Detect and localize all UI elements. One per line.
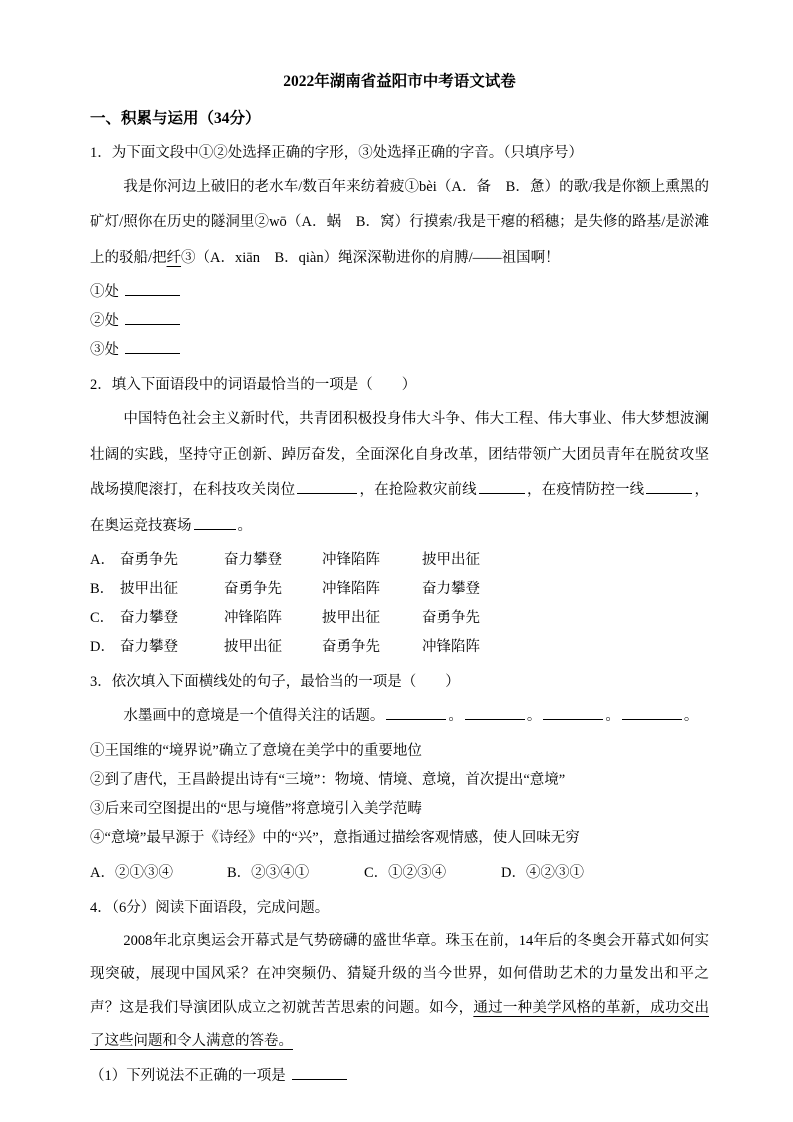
q2-option-b-word3: 冲锋陷阵: [322, 581, 380, 598]
q2-option-d-word3: 奋勇争先: [322, 639, 380, 656]
q3-option-c: C．①②③④: [364, 864, 447, 881]
q2-passage-part4: ，在奥运竞技赛场: [90, 482, 710, 534]
q3-option-b: B．②③④①: [227, 864, 310, 881]
q3-sep3: 。: [605, 708, 620, 725]
q4-stem: 4．（6分）阅读下面语段，完成问题。: [90, 899, 330, 916]
answer-blank: [465, 706, 525, 720]
q1-blank3-label: ③处: [90, 342, 119, 359]
q2-option-b-word2: 奋勇争先: [224, 581, 282, 598]
q3-sentence-2: ②到了唐代，王昌龄提出诗有“三境”：物境、情境、意境，首次提出“意境”: [90, 771, 566, 788]
q2-option-c-label: C．: [90, 610, 115, 627]
q3-sep1: 。: [448, 708, 463, 725]
q3-options-row: [90, 859, 709, 888]
q1-stem: 1．为下面文段中①②处选择正确的字形，③处选择正确的字音。（只填序号）: [90, 144, 583, 161]
q2-option-d: [90, 633, 709, 662]
q2-option-a-label: A．: [90, 552, 115, 569]
answer-blank: [622, 706, 682, 720]
q4-passage-underlined: 通过一种美学风格的革新，成功交出了这些问题和令人满意的答卷。: [90, 999, 710, 1049]
q2-option-d-word4: 冲锋陷阵: [422, 639, 480, 656]
section-heading: 一、积累与运用（34分）: [90, 109, 261, 127]
q2-option-b-word4: 奋力攀登: [422, 581, 480, 598]
q2-option-a-word4: 披甲出征: [422, 552, 480, 569]
q4-passage-part1: 2008年北京奥运会开幕式是气势磅礴的盛世华章。珠玉在前，14年后的冬奥会开幕式如何实现突破，展现中国风采？在冲突频仍、猜疑升级的当今世界，如何借助艺术的力量发出和平之声？这是我们导演团队成立之初就苦苦思索的问题。如今，: [90, 932, 709, 1016]
q4-passage: [90, 925, 709, 1058]
q3-stem: 3．依次填入下面横线处的句子，最恰当的一项是（ ）: [90, 674, 460, 691]
q1-poem-part1: 我是你河边上破旧的老水车/数百年来纺着疲①bèi（A．备 B．惫）的歌/我是你额上熏黑的矿灯/照你在历史的隧洞里②wō（A．蜗 B．窝）行摸索/我是干瘪的稻穗；是失修的路基/是淤滩上的驳船/把: [90, 178, 709, 266]
q2-passage-part5: 。: [237, 517, 252, 534]
q2-option-b-word1: 披甲出征: [120, 581, 178, 598]
q2-option-b-label: B．: [90, 581, 115, 598]
answer-blank: [125, 311, 180, 325]
q1-poem-part2: ③（A．xiān B．qiàn）绳深深勒进你的肩膊/——祖国啊！: [181, 249, 560, 266]
q2-option-a-word3: 冲锋陷阵: [322, 552, 380, 569]
q1-blank1-label: ①处: [90, 284, 119, 301]
answer-blank: [292, 1066, 347, 1080]
q1-passage: [90, 170, 709, 277]
answer-blank: [386, 706, 446, 720]
answer-blank: [646, 480, 692, 494]
q2-option-d-word2: 披甲出征: [224, 639, 282, 656]
q2-option-c-word4: 奋勇争先: [422, 610, 480, 627]
q2-option-b: [90, 575, 709, 604]
answer-blank: [479, 480, 525, 494]
q2-passage-part3: ，在疫情防控一线: [526, 482, 645, 499]
q3-option-a: A．②①③④: [90, 864, 173, 881]
q4-sub1-text: （1）下列说法不正确的一项是: [90, 1068, 286, 1085]
q3-lead: 水墨画中的意境是一个值得关注的话题。: [123, 708, 385, 725]
q2-option-c-word2: 冲锋陷阵: [224, 610, 282, 627]
q2-option-c-word1: 奋力攀登: [120, 610, 178, 627]
q3-sentence-4: ④“意境”最早源于《诗经》中的“兴”，意指通过描绘客观情感，使人回味无穷: [90, 829, 580, 846]
q2-option-a-word1: 奋勇争先: [120, 552, 178, 569]
page-title: 2022年湖南省益阳市中考语文试卷: [283, 73, 516, 90]
q2-option-d-word1: 奋力攀登: [120, 639, 178, 656]
q1-blank2-label: ②处: [90, 313, 119, 330]
q2-passage-part1: 中国特色社会主义新时代，共青团积极投身伟大斗争、伟大工程、伟大事业、伟大梦想波澜壮阔的实践，坚持守正创新、踔厉奋发，全面深化自身改革，团结带领广大团员青年在脱贫攻坚战场摸爬滚打，在科技攻关岗位: [90, 411, 709, 499]
q3-sep2: 。: [526, 708, 542, 725]
answer-blank: [297, 480, 357, 494]
q1-blank3-row: [90, 336, 709, 365]
q1-blank2-row: [90, 307, 709, 336]
q3-sentence-1: ①王国维的“境界说”确立了意境在美学中的重要地位: [90, 742, 422, 759]
q1-poem-underlined-char: 纤: [166, 249, 182, 266]
q1-blank1-row: [90, 278, 709, 307]
q2-option-a-word2: 奋力攀登: [224, 552, 282, 569]
q2-option-a: [90, 546, 709, 575]
q4-sub1-row: [90, 1062, 709, 1091]
answer-blank: [543, 706, 603, 720]
q2-option-c: [90, 604, 709, 633]
answer-blank: [125, 340, 180, 354]
q2-passage-part2: ，在抢险救灾前线: [359, 482, 477, 499]
answer-blank: [125, 282, 180, 296]
answer-blank: [194, 516, 236, 530]
q3-lead-line: [90, 699, 709, 735]
q2-option-d-label: D．: [90, 639, 115, 656]
q3-option-d: D．④②③①: [501, 864, 584, 881]
q2-option-c-word3: 披甲出征: [322, 610, 380, 627]
q2-passage: [90, 402, 709, 544]
q2-stem: 2．填入下面语段中的词语最恰当的一项是（ ）: [90, 377, 417, 394]
q3-sentence-3: ③后来司空图提出的“思与境偕”将意境引入美学范畴: [90, 800, 422, 817]
q3-sep4: 。: [683, 708, 699, 725]
